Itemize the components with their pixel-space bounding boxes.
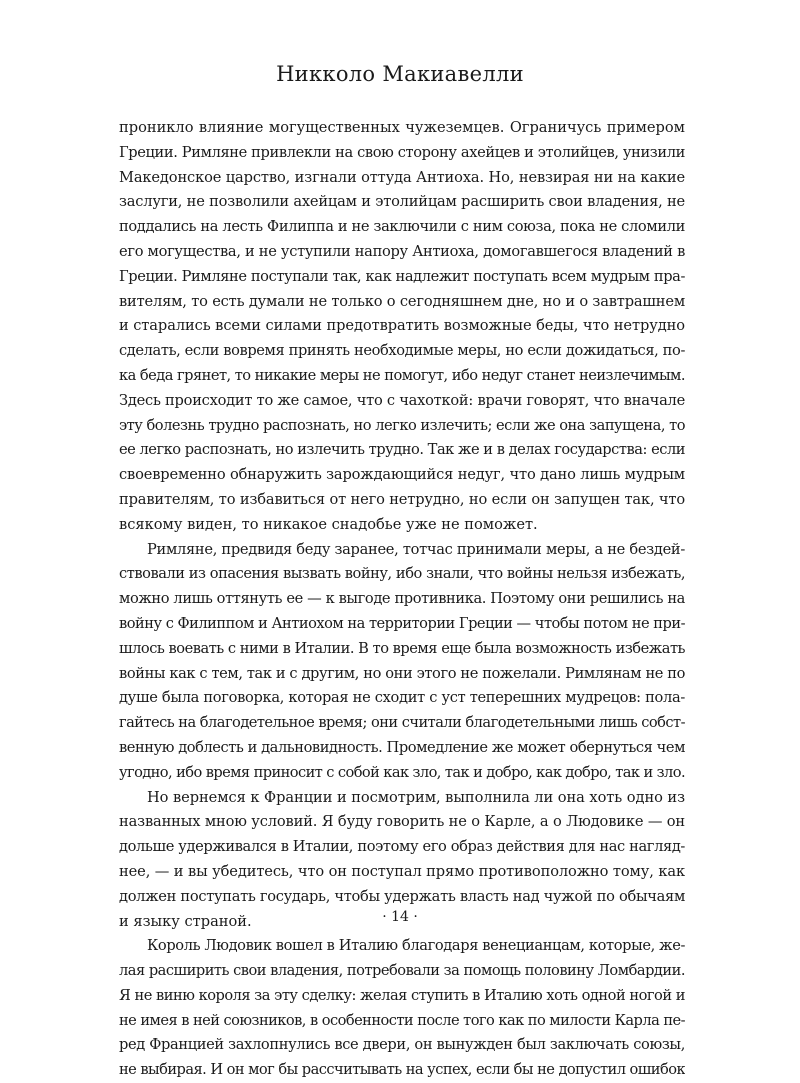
text-line: нее, — и вы убедитесь, что он поступал прямо противоположно тому, как (119, 862, 685, 880)
text-line: ствовали из опасения вызвать войну, ибо знали, что войны нельзя избежать, (119, 565, 685, 583)
text-line: правителям, то избавиться от него нетрудно, но если он запущен так, что (119, 490, 685, 508)
running-head: Никколо Макиавелли (276, 62, 524, 86)
text-line: Македонское царство, изгнали оттуда Антиоха. Но, невзирая ни на какие (119, 168, 685, 186)
text-line: не выбирая. И он мог бы рассчитывать на успех, если бы не допустил ошибок (119, 1061, 685, 1079)
text-line: проникло влияние могущественных чужеземцев. Ограничусь примером (119, 119, 685, 136)
text-line: можно лишь оттянуть ее — к выгоде противника. Поэтому они решились на (119, 590, 685, 608)
text-line: ред Францией захлопнулись все двери, он вынужден был заключать союзы, (119, 1036, 685, 1054)
text-line: названных мною условий. Я буду говорить не о Карле, а о Людовике — он (119, 813, 685, 831)
text-line: и языку страной. (119, 912, 252, 930)
text-line: венную доблесть и дальновидность. Промедление же может обернуться чем (119, 738, 685, 756)
text-line: поддались на лесть Филиппа и не заключили с ним союза, пока не сломили (119, 218, 685, 236)
text-line: гайтесь на благодетельное время; они считали благодетельными лишь собст- (119, 714, 685, 732)
body-text (119, 116, 685, 1083)
text-line: эту болезнь трудно распознать, но легко излечить; если же она запущена, то (119, 416, 685, 434)
text-line: войну с Филиппом и Антиохом на территории Греции — чтобы потом не при- (119, 614, 685, 632)
text-line: шлось воевать с ними в Италии. В то время еще была возможность избежать (119, 639, 685, 657)
text-line: не имея в ней союзников, в особенности после того как по милости Карла пе- (119, 1011, 685, 1029)
text-line: вителям, то есть думали не только о сегодняшнем дне, но и о завтрашнем (119, 292, 685, 310)
text-line: угодно, ибо время приносит с собой как зло, так и добро, как добро, так и зло. (119, 763, 685, 781)
text-line: душе была поговорка, которая не сходит с уст теперешних мудрецов: пола- (119, 689, 685, 707)
text-line: ее легко распознать, но излечить трудно. Так же и в делах государства: если (119, 441, 685, 459)
text-line: Римляне, предвидя беду заранее, тотчас принимали меры, а не бездей- (147, 540, 685, 558)
text-line: лая расширить свои владения, потребовали за помощь половину Ломбардии. (119, 962, 685, 980)
text-line: Греции. Римляне привлекли на свою сторону ахейцев и этолийцев, унизили (119, 143, 685, 161)
text-line: своевременно обнаружить зарождающийся недуг, что дано лишь мудрым (119, 466, 685, 484)
text-line: сделать, если вовремя принять необходимые меры, но если дожидаться, по- (119, 342, 685, 360)
text-line: Здесь происходит то же самое, что с чахоткой: врачи говорят, что вначале (119, 391, 685, 409)
text-line: Но вернемся к Франции и посмотрим, выполнила ли она хоть одно из (147, 788, 685, 806)
text-line: Король Людовик вошел в Италию благодаря венецианцам, которые, же- (147, 937, 685, 955)
text-line: дольше удерживался в Италии, поэтому его образ действия для нас нагляд- (119, 838, 685, 856)
page-number: · 14 · (382, 909, 418, 925)
text-line: всякому виден, то никакое снадобье уже не поможет. (119, 515, 538, 533)
text-line: ка беда грянет, то никакие меры не помогут, ибо недуг станет неизлечимым. (119, 366, 685, 384)
text-line: его могущества, и не уступили напору Антиоха, домогавшегося владений в (119, 242, 685, 260)
text-line: Я не виню короля за эту сделку: желая ступить в Италию хоть одной ногой и (119, 986, 685, 1004)
text-line: Греции. Римляне поступали так, как надлежит поступать всем мудрым пра- (119, 267, 685, 285)
text-line: и старались всеми силами предотвратить возможные беды, что нетрудно (119, 317, 685, 335)
text-line: должен поступать государь, чтобы удержать власть над чужой по обычаям (119, 887, 685, 905)
text-line: войны как с тем, так и с другим, но они этого не пожелали. Римлянам не по (119, 664, 685, 682)
text-line: заслуги, не позволили ахейцам и этолийцам расширить свои владения, не (119, 193, 685, 211)
